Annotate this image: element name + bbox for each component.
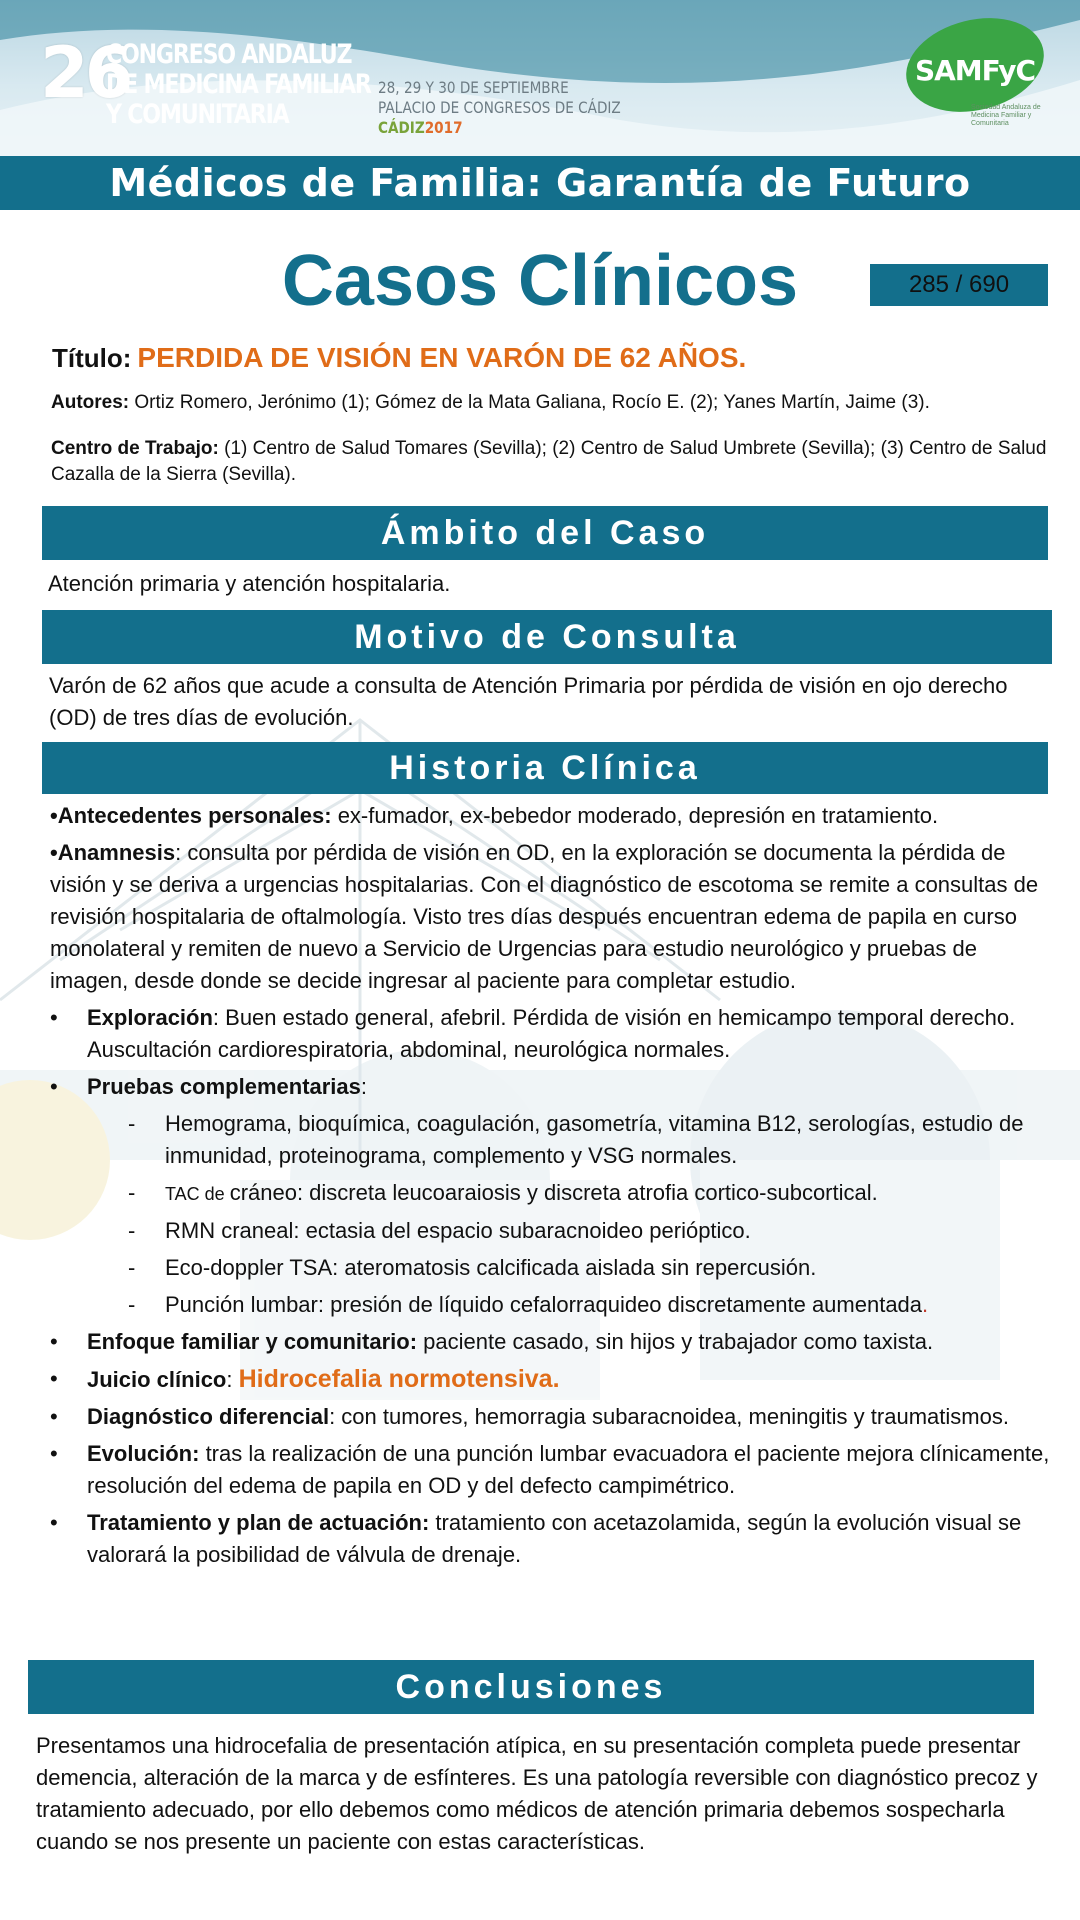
section-header-ambito: Ámbito del Caso	[42, 506, 1048, 560]
prueba-text: Eco-doppler TSA: ateromatosis calcificada aislada sin repercusión.	[165, 1255, 817, 1280]
city-year	[378, 118, 621, 138]
pruebas-item	[50, 1071, 1050, 1103]
congress-line: CONGRESO ANDALUZ	[106, 39, 352, 70]
enfoque-text: paciente casado, sin hijos y trabajador como taxista.	[417, 1329, 934, 1354]
case-counter: 285 / 690	[870, 264, 1048, 306]
tac-prefix: TAC de	[165, 1184, 230, 1204]
prueba-text: cráneo: discreta leucoaraiosis y discreta atrofia cortico-subcortical.	[229, 1180, 878, 1205]
exploracion-item	[50, 1002, 1050, 1066]
exploracion-text: : Buen estado general, afebril. Pérdida de visión en hemicampo temporal derecho. Auscultación cardiorespiratoria, abdominal, neurológica normales.	[87, 1005, 1016, 1062]
antecedentes-text: ex-fumador, ex-bebedor moderado, depresión en tratamiento.	[331, 803, 939, 828]
congress-dates	[378, 78, 621, 138]
anamnesis-text: : consulta por pérdida de visión en OD, en la exploración se documenta la pérdida de visión y se deriva a urgencias hospitalarias. Con el diagnóstico de escotoma se remite a consultas de revisión hospitalaria de oftalmología. Visto tres días después encuentran edema de papila en curso monolateral y remiten de nuevo a Servicio de Urgencias para estudio neurológico y pruebas de imagen, desde donde se decide ingresar al paciente para completar estudio.	[50, 840, 1039, 993]
prueba-subitem	[50, 1289, 1050, 1321]
prueba-subitem	[50, 1215, 1050, 1247]
dash-marker: -	[128, 1292, 136, 1317]
enfoque-item	[50, 1326, 1050, 1358]
conclusiones-text: Presentamos una hidrocefalia de presentación atípica, en su presentación completa puede presentar demencia, alteración de la marca y de esfínteres. Es una patología reversible con diagnóstico precoz y tratamiento adecuado, por ello debemos como médicos de atención primaria debemos sospecharla cuando se nos presente un paciente con estas características.	[36, 1733, 1038, 1854]
logo-subtext: Sociedad Andaluza de Medicina Familiar y Comunitaria	[971, 104, 1041, 127]
historia-content	[50, 800, 1050, 1571]
city-text: CÁDIZ	[378, 118, 425, 137]
prueba-subitem	[50, 1108, 1050, 1172]
dash-marker: -	[128, 1111, 136, 1136]
anamnesis-label: •Anamnesis	[50, 840, 176, 865]
edition-number: 26	[40, 32, 130, 114]
bullet-marker: •	[50, 1005, 58, 1030]
autores-label: Autores:	[51, 392, 130, 413]
dash-marker: -	[128, 1255, 136, 1280]
page-title: Casos Clínicos	[281, 241, 799, 321]
bullet-marker: •	[50, 1074, 58, 1099]
bullet-marker: •	[50, 1441, 58, 1466]
titulo-value: PERDIDA DE VISIÓN EN VARÓN DE 62 AÑOS.	[137, 342, 747, 373]
section-header-motivo: Motivo de Consulta	[42, 610, 1052, 664]
juicio-value: Hidrocefalia normotensiva.	[238, 1365, 560, 1393]
prueba-text: Punción lumbar: presión de líquido cefalorraquideo discretamente aumentada	[165, 1292, 923, 1317]
dash-marker: -	[128, 1218, 136, 1243]
samfyc-logo	[905, 20, 1045, 140]
centro-label: Centro de Trabajo:	[51, 438, 219, 459]
centro-value: (1) Centro de Salud Tomares (Sevilla); (2) Centro de Salud Umbrete (Sevilla); (3) Centro de Salud Cazalla de la Sierra (Sevilla).	[51, 438, 1047, 485]
section-header-historia: Historia Clínica	[42, 742, 1048, 794]
congress-line: DE MEDICINA FAMILIAR	[106, 69, 371, 100]
dates-text: 28, 29 Y 30 DE SEPTIEMBRE	[378, 78, 569, 97]
juicio-label: Juicio clínico	[87, 1367, 227, 1392]
evolucion-item	[50, 1438, 1050, 1502]
enfoque-label: Enfoque familiar y comunitario:	[87, 1329, 418, 1354]
juicio-item	[50, 1363, 1050, 1396]
juicio-colon: :	[226, 1367, 239, 1392]
antecedentes-item	[50, 800, 1050, 832]
congress-line: Y COMUNITARIA	[106, 99, 289, 130]
venue-text: PALACIO DE CONGRESOS DE CÁDIZ	[378, 98, 621, 117]
section-header-conclusiones: Conclusiones	[28, 1660, 1034, 1714]
prueba-subitem	[50, 1252, 1050, 1284]
tratamiento-label: Tratamiento y plan de actuación:	[87, 1510, 430, 1535]
logo-text: SAMFyC	[914, 54, 1036, 87]
ambito-text: Atención primaria y atención hospitalaria.	[48, 571, 451, 596]
diferencial-text: : con tumores, hemorragia subaracnoidea, meningitis y traumatismos.	[329, 1404, 1009, 1429]
prueba-text: RMN craneal: ectasia del espacio subaracnoideo perióptico.	[165, 1218, 751, 1243]
evolucion-text: tras la realización de una punción lumbar evacuadora el paciente mejora clínicamente, resolución del edema de papila en OD y del defecto campimétrico.	[87, 1441, 1050, 1498]
tratamiento-item	[50, 1507, 1050, 1571]
pruebas-label: Pruebas complementarias	[87, 1074, 361, 1099]
tratamiento-text: tratamiento con acetazolamida, según la evolución visual se valorará la posibilidad de válvula de drenaje.	[87, 1510, 1022, 1567]
anamnesis-item	[50, 837, 1050, 997]
titulo-label: Título:	[52, 343, 132, 373]
exploracion-label: Exploración	[87, 1005, 213, 1030]
evolucion-label: Evolución:	[87, 1441, 200, 1466]
case-title	[52, 340, 746, 376]
prueba-text: Hemograma, bioquímica, coagulación, gasometría, vitamina B12, serologías, estudio de inmunidad, proteinograma, complemento y VSG normales.	[165, 1111, 1024, 1168]
bullet-marker: •	[50, 1510, 58, 1535]
autores-value: Ortiz Romero, Jerónimo (1); Gómez de la Mata Galiana, Rocío E. (2); Yanes Martín, Jaime (3).	[129, 392, 930, 413]
diferencial-item	[50, 1401, 1050, 1433]
puncion-end: .	[922, 1292, 929, 1317]
pruebas-colon: :	[360, 1074, 368, 1099]
slogan-bar: Médicos de Familia: Garantía de Futuro	[0, 156, 1080, 210]
year-text: 2017	[424, 118, 463, 137]
congress-header	[0, 0, 1080, 156]
prueba-subitem	[50, 1177, 1050, 1210]
bullet-marker: •	[50, 1404, 58, 1429]
antecedentes-label: •Antecedentes personales:	[50, 803, 332, 828]
bullet-marker: •	[50, 1329, 58, 1354]
diferencial-label: Diagnóstico diferencial	[87, 1404, 330, 1429]
authors	[51, 390, 1051, 416]
bullet-marker: •	[50, 1366, 58, 1391]
workplace	[51, 436, 1051, 488]
dash-marker: -	[128, 1180, 136, 1205]
congress-name	[106, 39, 371, 130]
motivo-text: Varón de 62 años que acude a consulta de Atención Primaria por pérdida de visión en ojo derecho (OD) de tres días de evolución.	[49, 673, 1008, 730]
